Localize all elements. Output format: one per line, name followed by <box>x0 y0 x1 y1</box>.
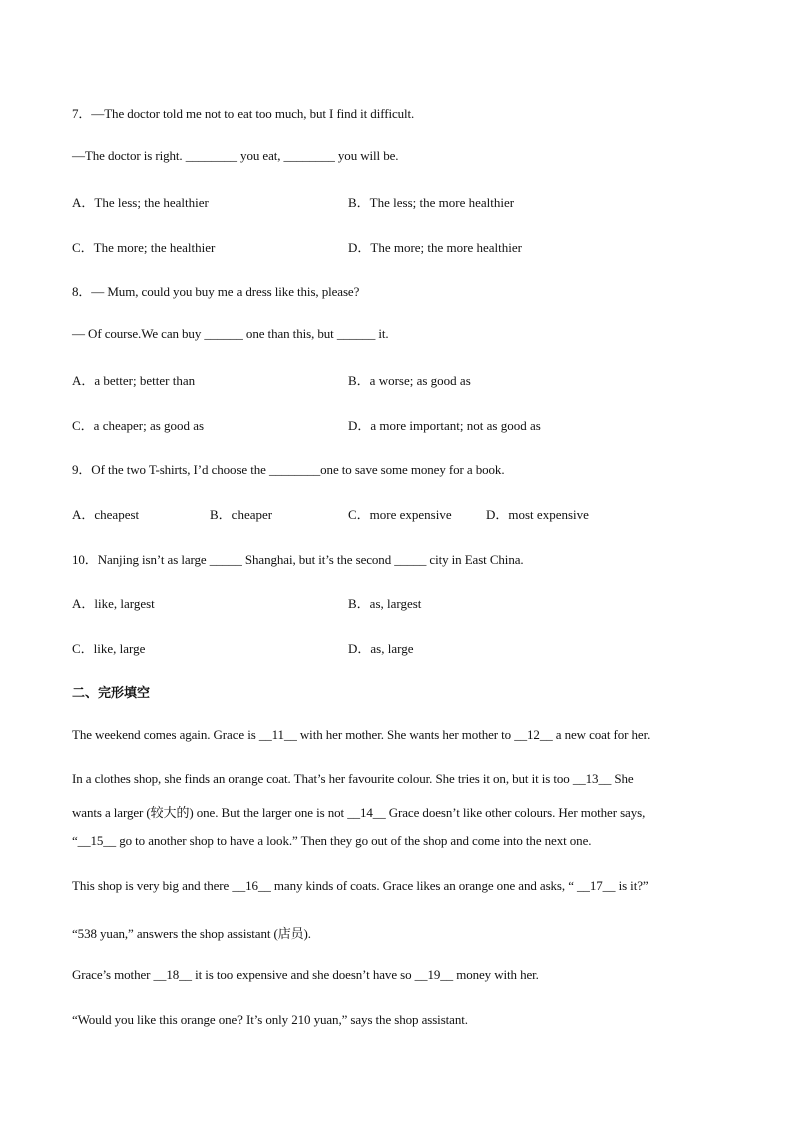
q7-option-c[interactable]: C．The more; the healthier <box>72 240 216 255</box>
section-title: 二、完形填空 <box>72 686 151 701</box>
passage-paragraph-2-line-2: wants a larger (较大的) one. But the larger one is not __14__ Grace doesn’t like other colours. Her mother says, <box>72 805 646 820</box>
q7-option-b[interactable]: B．The less; the more healthier <box>348 195 515 210</box>
q10-option-b[interactable]: B．as, largest <box>348 596 422 611</box>
passage-paragraph-1: The weekend comes again. Grace is __11__ with her mother. She wants her mother to __12__ a new coat for her. <box>72 727 651 742</box>
q8-option-c[interactable]: C．a cheaper; as good as <box>72 418 205 433</box>
q8-stem: 8．— Mum, could you buy me a dress like this, please? <box>72 284 360 299</box>
q7-stem: 7．—The doctor told me not to eat too much, but I find it difficult. <box>72 106 415 121</box>
q10-option-a[interactable]: A．like, largest <box>72 596 155 611</box>
q10-option-d[interactable]: D．as, large <box>348 641 414 656</box>
q10-stem: 10．Nanjing isn’t as large _____ Shanghai, but it’s the second _____ city in East China. <box>72 552 524 567</box>
passage-paragraph-6: “Would you like this orange one? It’s only 210 yuan,” says the shop assistant. <box>72 1012 468 1027</box>
q10-option-c[interactable]: C．like, large <box>72 641 146 656</box>
passage-paragraph-3: This shop is very big and there __16__ many kinds of coats. Grace likes an orange one and asks, “ __17__ is it?” <box>72 878 649 893</box>
q8-option-b[interactable]: B．a worse; as good as <box>348 373 471 388</box>
q7-reply: —The doctor is right. ________ you eat, ________ you will be. <box>72 148 399 163</box>
q8-reply: — Of course.We can buy ______ one than this, but ______ it. <box>72 326 389 341</box>
passage-paragraph-2-line-1: In a clothes shop, she finds an orange coat. That’s her favourite colour. She tries it on, but it is too __13__ She <box>72 771 634 786</box>
q9-option-b[interactable]: B．cheaper <box>210 507 273 522</box>
q7-option-d[interactable]: D．The more; the more healthier <box>348 240 522 255</box>
q8-option-d[interactable]: D．a more important; not as good as <box>348 418 541 433</box>
q9-option-d[interactable]: D．most expensive <box>486 507 589 522</box>
passage-paragraph-5: Grace’s mother __18__ it is too expensive and she doesn’t have so __19__ money with her. <box>72 967 539 982</box>
q7-option-a[interactable]: A．The less; the healthier <box>72 195 209 210</box>
q8-option-a[interactable]: A．a better; better than <box>72 373 196 388</box>
q9-stem: 9．Of the two T-shirts, I’d choose the ________one to save some money for a book. <box>72 462 505 477</box>
passage-paragraph-4: “538 yuan,” answers the shop assistant (店员). <box>72 926 311 941</box>
passage-paragraph-2-line-3: “__15__ go to another shop to have a look.” Then they go out of the shop and come into the next one. <box>72 833 592 848</box>
q9-option-c[interactable]: C．more expensive <box>348 507 452 522</box>
q9-option-a[interactable]: A．cheapest <box>72 507 140 522</box>
